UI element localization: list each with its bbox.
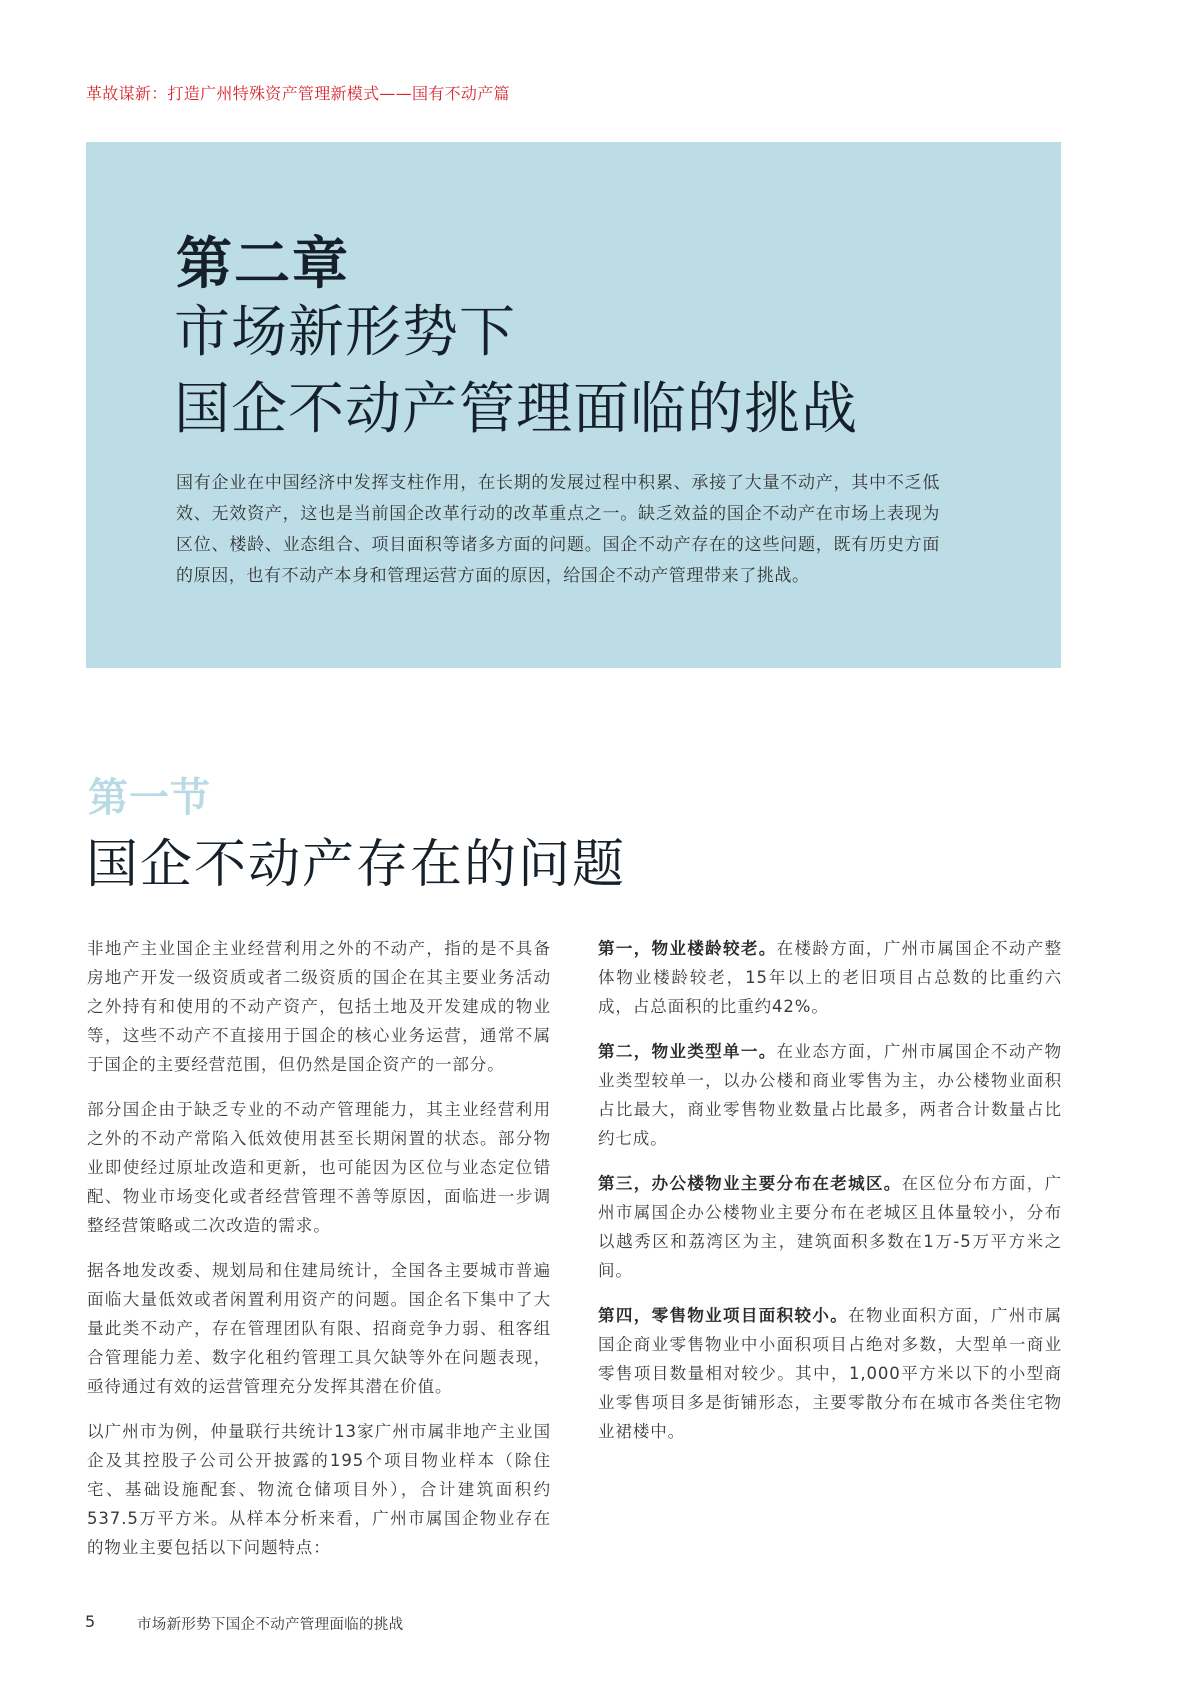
chapter-title-line-1: 市场新形势下 — [174, 300, 516, 365]
issue-lead: 第三，办公楼物业主要分布在老城区。 — [598, 1174, 902, 1193]
chapter-intro: 国有企业在中国经济中发挥支柱作用，在长期的发展过程中积累、承接了大量不动产，其中不乏低效、无效资产，这也是当前国企改革行动的改革重点之一。缺乏效益的国企不动产在市场上表现为区位、楼龄、业态组合、项目面积等诸多方面的问题。国企不动产存在的这些问题，既有历史方面的原因，也有不动产本身和管理运营方面的原因，给国企不动产管理带来了挑战。 — [176, 473, 940, 586]
paragraph: 非地产主业国企主业经营利用之外的不动产，指的是不具备房地产开发一级资质或者二级资质的国企在其主要业务活动之外持有和使用的不动产资产，包括土地及开发建成的物业等，这些不动产不直接用于国企的核心业务运营，通常不属于国企的主要经营范围，但仍然是国企资产的一部分。 — [87, 939, 551, 1074]
paragraph: 以广州市为例，仲量联行共统计13家广州市属非地产主业国企及其控股子公司公开披露的195个项目物业样本（除住宅、基础设施配套、物流仓储项目外），合计建筑面积约537.5万平方米。从样本分析来看，广州市属国企物业存在的物业主要包括以下问题特点： — [87, 1422, 551, 1557]
footer-title: 市场新形势下国企不动产管理面临的挑战 — [137, 1617, 404, 1633]
chapter-title — [174, 294, 858, 448]
issue-lead: 第四，零售物业项目面积较小。 — [598, 1306, 849, 1325]
section-title: 国企不动产存在的问题 — [86, 835, 627, 895]
issue-text: 在楼龄方面，广州市属国企不动产整体物业楼龄较老，15年以上的老旧项目占总数的比重约六成，占总面积的比重约42%。 — [598, 939, 1062, 1016]
chapter-number: 第二章 — [176, 232, 350, 297]
right-column — [598, 934, 1062, 1462]
issue-lead: 第二，物业类型单一。 — [598, 1042, 777, 1061]
issue-text: 在区位分布方面，广州市属国企办公楼物业主要分布在老城区且体量较小，分布以越秀区和荔湾区为主，建筑面积多数在1万-5万平方米之间。 — [598, 1174, 1062, 1280]
section-label: 第一节 — [88, 775, 211, 821]
running-header: 革故谋新：打造广州特殊资产管理新模式——国有不动产篇 — [86, 84, 510, 103]
chapter-title-line-2: 国企不动产管理面临的挑战 — [174, 377, 858, 442]
issue-lead: 第一，物业楼龄较老。 — [598, 939, 777, 958]
issue-paragraph — [598, 1301, 1062, 1446]
left-column — [87, 934, 551, 1578]
chapter-banner — [86, 142, 1061, 668]
paragraph: 部分国企由于缺乏专业的不动产管理能力，其主业经营利用之外的不动产常陷入低效使用甚至长期闲置的状态。部分物业即使经过原址改造和更新，也可能因为区位与业态定位错配、物业市场变化或者经营管理不善等原因，面临进一步调整经营策略或二次改造的需求。 — [87, 1100, 551, 1235]
paragraph: 据各地发改委、规划局和住建局统计，全国各主要城市普遍面临大量低效或者闲置利用资产的问题。国企名下集中了大量此类不动产，存在管理团队有限、招商竞争力弱、租客组合管理能力差、数字化租约管理工具欠缺等外在问题表现，亟待通过有效的运营管理充分发挥其潜在价值。 — [87, 1261, 551, 1396]
issue-text: 在业态方面，广州市属国企不动产物业类型较单一，以办公楼和商业零售为主，办公楼物业面积占比最大，商业零售物业数量占比最多，两者合计数量占比约七成。 — [598, 1042, 1062, 1148]
issue-paragraph — [598, 1037, 1062, 1153]
issue-paragraph — [598, 1169, 1062, 1285]
page-number: 5 — [85, 1612, 96, 1631]
issue-paragraph — [598, 934, 1062, 1021]
issue-text: 在物业面积方面，广州市属国企商业零售物业中小面积项目占绝对多数，大型单一商业零售项目数量相对较少。其中，1,000平方米以下的小型商业零售项目多是街铺形态，主要零散分布在城市各类住宅物业裙楼中。 — [598, 1306, 1062, 1441]
